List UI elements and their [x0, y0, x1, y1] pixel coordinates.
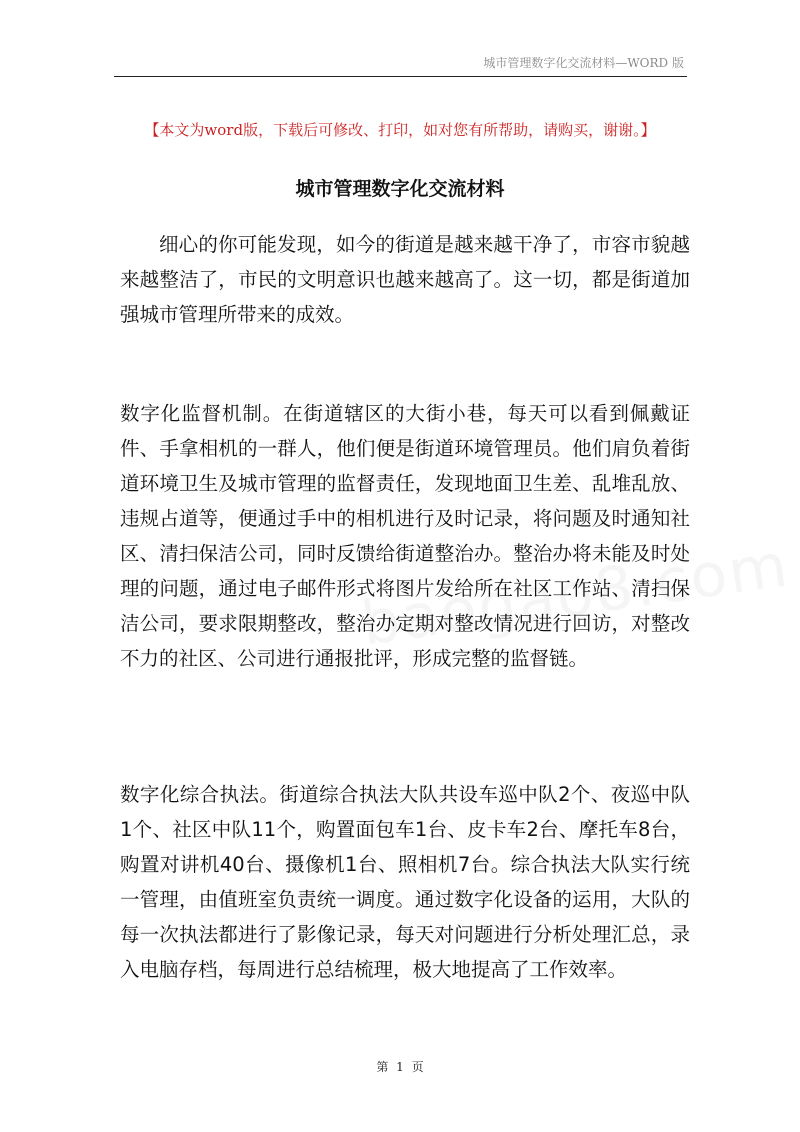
document-title: 城市管理数字化交流材料 — [295, 178, 505, 200]
paragraph-intro: 细心的你可能发现，如今的街道是越来越干净了，市容市貌越来越整洁了，市民的文明意识也越来越高了。这一切，都是街道加强城市管理所带来的成效。 — [120, 233, 690, 326]
header-divider — [114, 76, 687, 77]
page-footer — [0, 1058, 800, 1075]
page-number: 1 — [396, 1060, 404, 1074]
paragraph-supervision: 数字化监督机制。在街道辖区的大街小巷，每天可以看到佩戴证件、手拿相机的一群人，他们便是街道环境管理员。他们肩负着街道环境卫生及城市管理的监督责任，发现地面卫生差、乱堆乱放、违规占道等，便通过手中的相机进行及时记录，将问题及时通知社区、清扫保洁公司，同时反馈给街道整治办。整治办将未能及时处理的问题，通过电子邮件形式将图片发给所在社区工作站、清扫保洁公司，要求限期整改，整治办定期对整改情况进行回访，对整改不力的社区、公司进行通报批评，形成完整的监督链。 — [120, 402, 690, 670]
footer-suffix: 页 — [411, 1060, 424, 1074]
page-header-title: 城市管理数字化交流材料—WORD 版 — [483, 56, 684, 70]
paragraph-enforcement: 数字化综合执法。街道综合执法大队共设车巡中队2个、夜巡中队1个、社区中队11个，购置面包车1台、皮卡车2台、摩托车8台，购置对讲机40台、摄像机1台、照相机7台。综合执法大队实行统一管理，由值班室负责统一调度。通过数字化设备的运用，大队的每一次执法都进行了影像记录，每天对问题进行分析处理汇总，录入电脑存档，每周进行总结梳理，极大地提高了工作效率。 — [120, 783, 690, 981]
purchase-notice: 【本文为word版，下载后可修改、打印，如对您有所帮助，请购买，谢谢。】 — [144, 121, 656, 139]
footer-prefix: 第 — [376, 1060, 389, 1074]
